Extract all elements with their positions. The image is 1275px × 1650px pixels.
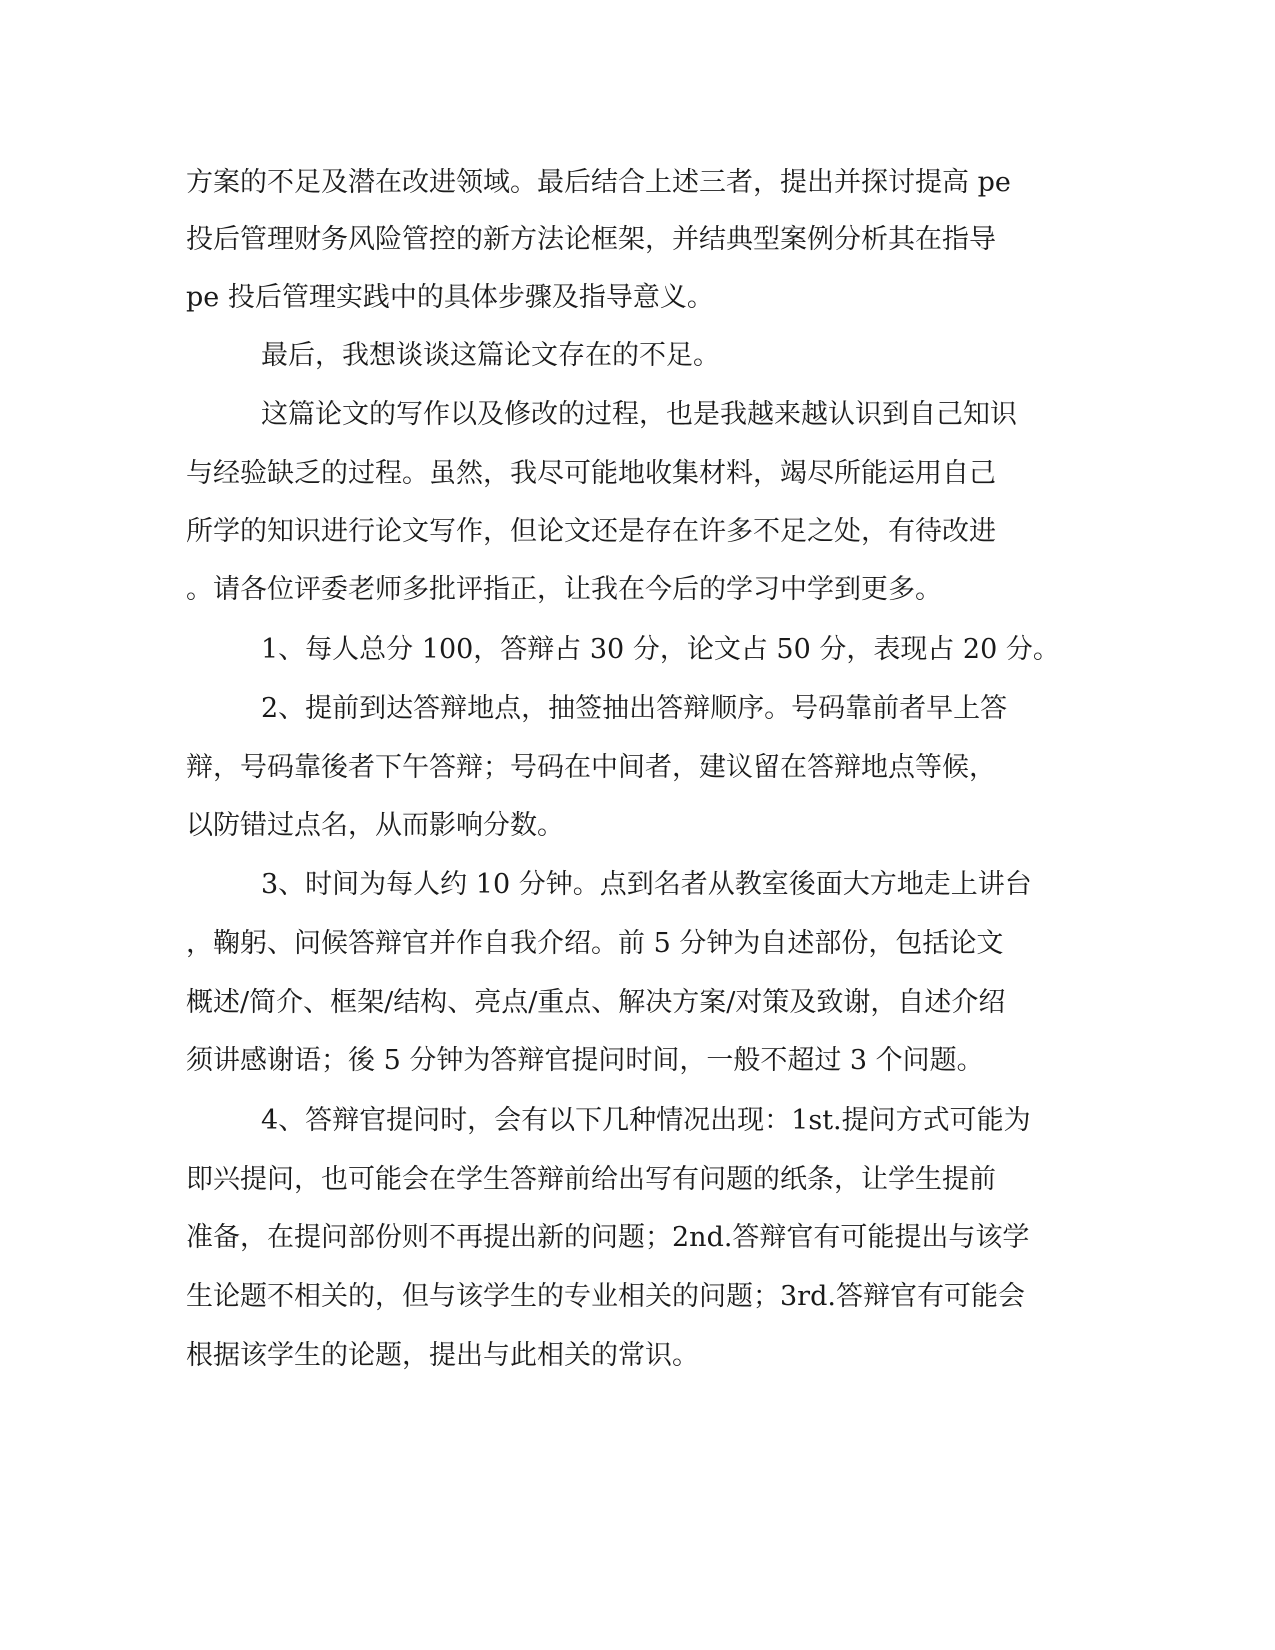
text-line: pe 投后管理实践中的具体步骤及指导意义。 [186, 282, 714, 313]
list-item-line: 4、答辩官提问时，会有以下几种情况出现：1st.提问方式可能为 [261, 1105, 1031, 1136]
text-line: 生论题不相关的，但与该学生的专业相关的问题；3rd.答辩官有可能会 [186, 1281, 1025, 1312]
text-line: 准备，在提问部份则不再提出新的问题；2nd.答辩官有可能提出与该学 [186, 1222, 1030, 1253]
paragraph-start-line: 最后，我想谈谈这篇论文存在的不足。 [261, 340, 720, 371]
text-line: 根据该学生的论题，提出与此相关的常识。 [186, 1340, 699, 1371]
text-line: ，鞠躬、问候答辩官并作自我介绍。前 5 分钟为自述部份，包括论文 [186, 928, 1004, 959]
text-line: 须讲感谢语；後 5 分钟为答辩官提问时间，一般不超过 3 个问题。 [186, 1045, 984, 1076]
text-line: 即兴提问，也可能会在学生答辩前给出写有问题的纸条，让学生提前 [186, 1164, 996, 1195]
text-line: 。请各位评委老师多批评指正，让我在今后的学习中学到更多。 [186, 574, 942, 605]
text-line: 所学的知识进行论文写作，但论文还是存在许多不足之处，有待改进 [186, 516, 996, 547]
text-line: 方案的不足及潜在改进领域。最后结合上述三者，提出并探讨提高 pe [186, 167, 1011, 198]
list-item-line: 2、提前到达答辩地点，抽签抽出答辩顺序。号码靠前者早上答 [261, 693, 1008, 724]
text-line: 与经验缺乏的过程。虽然，我尽可能地收集材料，竭尽所能运用自己 [186, 458, 996, 489]
text-line: 投后管理财务风险管控的新方法论框架，并结典型案例分析其在指导 [186, 224, 996, 255]
paragraph-start-line: 这篇论文的写作以及修改的过程，也是我越来越认识到自己知识 [261, 399, 1017, 430]
text-line: 辩，号码靠後者下午答辩；号码在中间者，建议留在答辩地点等候， [186, 752, 996, 783]
list-item-line: 3、时间为每人约 10 分钟。点到名者从教室後面大方地走上讲台 [261, 869, 1032, 900]
text-line: 以防错过点名，从而影响分数。 [186, 810, 564, 841]
list-item-line: 1、每人总分 100，答辩占 30 分，论文占 50 分，表现占 20 分。 [261, 634, 1060, 665]
text-line: 概述/简介、框架/结构、亮点/重点、解决方案/对策及致谢，自述介绍 [186, 987, 1006, 1018]
